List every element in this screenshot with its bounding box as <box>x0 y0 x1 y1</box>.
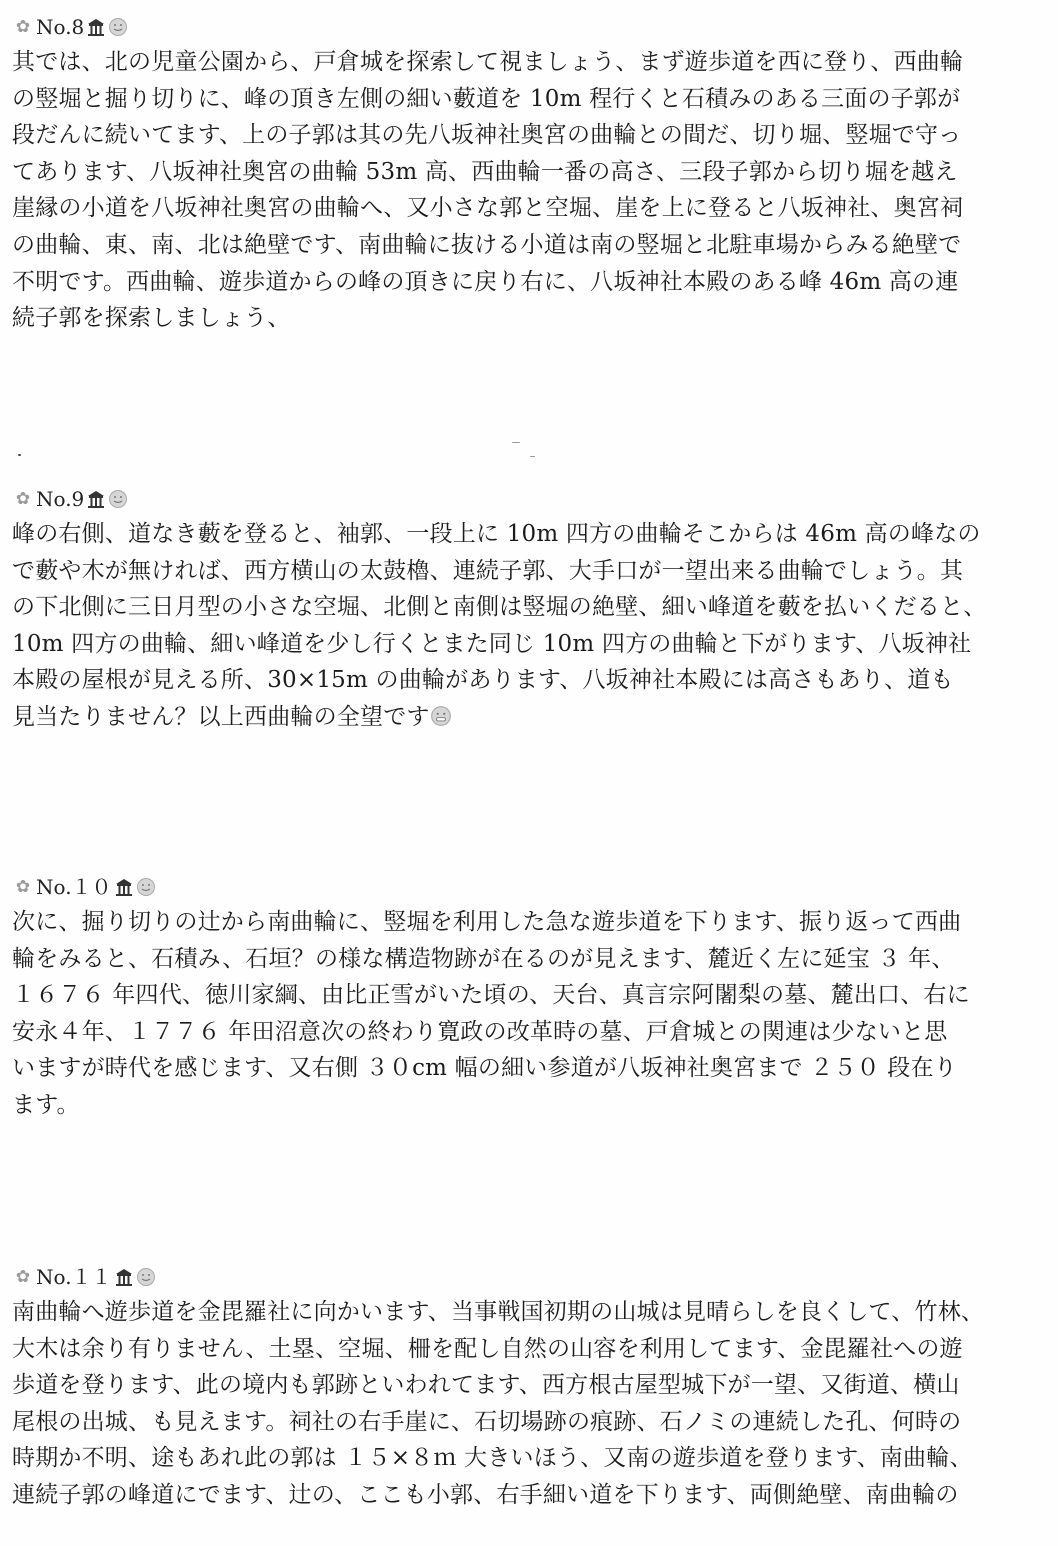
text-line: 段だんに続いてます、上の子郭は其の先八坂神社奥宮の曲輪との間だ、切り堀、竪堀で守っ <box>12 122 962 149</box>
text-line: 崖縁の小道を八坂神社奥宮の曲輪へ、又小さな郭と空堀、崖を上に登ると八坂神社、奥宮祠 <box>12 195 964 222</box>
text-line: 不明です。西曲輪、遊歩道からの峰の頂きに戻り右に、八坂神社本殿のある峰 46m 高の連 <box>12 268 959 295</box>
smiley-face-icon <box>136 1267 156 1287</box>
section-number: No.１１ <box>36 1265 112 1289</box>
text-line: 其では、北の児童公園から、戸倉城を探索して視ましょう、まず遊歩道を西に登り、西曲輪 <box>12 49 964 75</box>
scan-speck <box>530 456 535 457</box>
text-line: 輪をみると、石積み、石垣？の様な構造物跡が在るのが見えます、麓近く左に延宝 ３ 年、 <box>12 945 955 972</box>
text-line: 連続子郭の峰道にでます、辻の、ここも小郭、右手細い道を下ります、両側絶壁、南曲輪の <box>12 1481 959 1508</box>
text-line: 大木は余り有りません、土塁、空堀、柵を配し自然の山容を利用してます、金毘羅社への遊 <box>12 1335 963 1362</box>
text-line: 南曲輪へ遊歩道を金毘羅社に向かいます、当事戦国初期の山城は見晴らしを良くして、竹林、 <box>12 1299 985 1325</box>
smiley-face-icon <box>136 877 156 897</box>
text-line: で藪や木が無ければ、西方横山の太鼓櫓、連続子郭、大手口が一望出来る曲輪でしょう。其 <box>12 557 964 584</box>
section-no10 <box>12 870 1048 1124</box>
scan-speck <box>18 454 21 456</box>
text-line: 10m 四方の曲輪、細い峰道を少し行くとまた同じ 10m 四方の曲輪と下がります、八坂神社 <box>12 630 972 657</box>
smiley-face-icon <box>108 489 128 509</box>
text-line: いますが時代を感じます、又右側 ３０cm 幅の細い参道が八坂神社奥宮まで ２５０ 段在り <box>12 1055 957 1082</box>
flower-icon: ✿ <box>15 489 31 509</box>
text-line: てあります、八坂神社奥宮の曲輪 53m 高、西曲輪一番の高さ、三段子郭から切り堀を越え <box>12 158 958 185</box>
section-number: No.１０ <box>36 875 112 899</box>
text-line: の竪堀と掘り切りに、峰の頂き左側の細い藪道を 10m 程行くと石積みのある三面の子郭が <box>12 85 961 112</box>
flower-icon: ✿ <box>15 877 31 897</box>
text-line-content: 見当たりません？以上西曲輪の全望です <box>12 703 430 730</box>
text-line: ます。 <box>12 1091 80 1118</box>
text-line: 峰の右側、道なき藪を登ると、袖郭、一段上に 10m 四方の曲輪そこからは 46m 高の峰なの <box>12 521 981 547</box>
section-number: No.9 <box>36 487 85 511</box>
text-line: １６７６ 年四代、徳川家綱、由比正雪がいた頃の、天台、真言宗阿闍梨の墓、麓出口、右に <box>12 982 970 1009</box>
section-heading <box>12 1260 1048 1294</box>
section-number: No.8 <box>36 15 85 39</box>
shrine-icon <box>114 1267 134 1287</box>
section-heading <box>12 482 1048 516</box>
shrine-icon <box>86 17 106 37</box>
text-line: 次に、掘り切りの辻から南曲輪に、竪堀を利用した急な遊歩道を下ります、振り返って西曲 <box>12 909 962 935</box>
text-line: の曲輪、東、南、北は絶壁です、南曲輪に抜ける小道は南の竪堀と北駐車場からみる絶壁で <box>12 231 962 258</box>
flower-icon: ✿ <box>15 1267 31 1287</box>
text-line: 尾根の出城、も見えます。祠社の右手崖に、石切場跡の痕跡、石ノミの連続した孔、何時の <box>12 1408 962 1435</box>
shrine-icon <box>86 489 106 509</box>
text-line <box>12 699 1048 736</box>
section-no8 <box>12 10 1048 337</box>
text-line: の下北側に三日月型の小さな空堀、北側と南側は竪堀の絶壁、細い峰道を藪を払いくだると、 <box>12 594 987 621</box>
text-line: 安永４年、１７７６ 年田沼意次の終わり寛政の改革時の墓、戸倉城との関連は少ないと思 <box>12 1018 948 1045</box>
text-line: 続子郭を探索しましょう、 <box>12 305 291 332</box>
grinning-face-icon <box>430 705 452 727</box>
section-heading <box>12 10 1048 44</box>
smiley-face-icon <box>108 17 128 37</box>
text-line: 歩道を登ります、此の境内も郭跡といわれてます、西方根古屋型城下が一望、又街道、横山 <box>12 1372 960 1399</box>
section-heading <box>12 870 1048 904</box>
section-no11 <box>12 1260 1048 1514</box>
text-line: 時期か不明、途もあれ此の郭は １５×８ｍ 大きいほう、又南の遊歩道を登ります、南曲輪、 <box>12 1445 973 1472</box>
scan-speck <box>512 442 520 443</box>
shrine-icon <box>114 877 134 897</box>
text-line: 本殿の屋根が見える所、30×15m の曲輪があります、八坂神社本殿には高さもあり、道も <box>12 667 954 694</box>
section-no9 <box>12 482 1048 736</box>
flower-icon: ✿ <box>15 17 31 37</box>
